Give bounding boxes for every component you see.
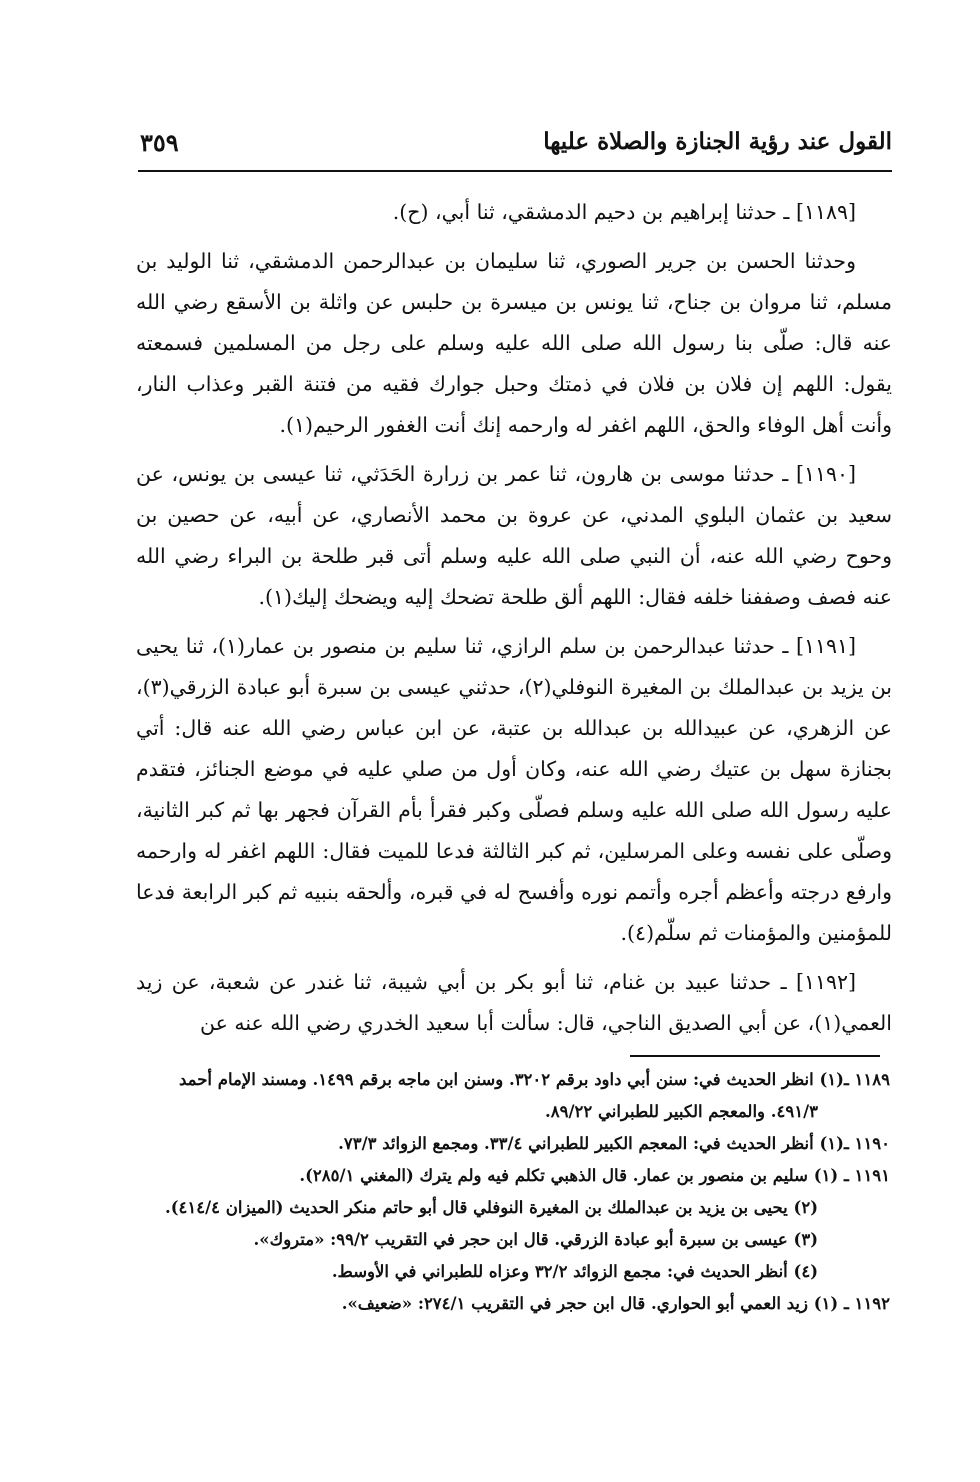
footnote-1191-4: (٤) أنظر الحديث في: مجمع الزوائد ٣٢/٢ وعزاه للطبراني في الأوسط.	[331, 1262, 818, 1281]
hadith-1190-paragraph: [١١٩٠] ـ حدثنا موسى بن هارون، ثنا عمر بن زرارة الحَدَثي، ثنا عيسى بن يونس، عن سعيد بن عثمان البلوي المدني، عن عروة بن محمد الأنصاري، عن أبيه، عن حصين بن وحوح رضي الله عنه، أن النبي صلى الله عليه وسلم أتى قبر طلحة بن البراء رضي الله عنه فصف وصففنا خلفه فقال: اللهم ألق طلحة تضحك إليه ويضحك إليك(١).	[136, 462, 892, 609]
header-divider	[138, 170, 892, 172]
hadith-1189-paragraph: [١١٨٩] ـ حدثنا إبراهيم بن دحيم الدمشقي، ثنا أبي، (ح).	[392, 200, 856, 224]
footnote-1192: ١١٩٢ ـ (١) زيد العمي أبو الحواري. قال ابن حجر في التقريب ٢٧٤/١: «ضعيف».	[341, 1294, 890, 1313]
hadith-1191-paragraph: [١١٩١] ـ حدثنا عبدالرحمن بن سلم الرازي، ثنا سليم بن منصور بن عمار(١)، ثنا يحيى بن يزيد بن عبدالملك بن المغيرة النوفلي(٢)، حدثني عيسى بن سبرة أبو عبادة الزرقي(٣)، عن الزهري، عن عبيدالله بن عبدالله بن عتبة، عن ابن عباس رضي الله عنه قال: أتي بجنازة سهل بن عتيك رضي الله عنه، وكان أول من صلي عليه في موضع الجنائز، فتقدم عليه رسول الله صلى الله عليه وسلم فصلّى وكبر فقرأ بأم القرآن فجهر بها ثم كبر الثانية، وصلّى على نفسه وعلى المرسلين، ثم كبر الثالثة فدعا للميت فقال: اللهم اغفر له وارحمه وارفع درجته وأعظم أجره وأتمم نوره وأفسح له في قبره، وألحقه بنبيه ثم كبر الرابعة فدعا للمؤمنين والمؤمنات ثم سلّم(٤).	[136, 634, 893, 945]
footnote-divider	[630, 1055, 880, 1057]
hadith-1189-continuation: وحدثنا الحسن بن جرير الصوري، ثنا سليمان بن عبدالرحمن الدمشقي، ثنا الوليد بن مسلم، ثنا مروان بن جناح، ثنا يونس بن ميسرة بن حلبس عن واثلة بن الأسقع رضي الله عنه قال: صلّى بنا رسول الله صلى الله عليه وسلم على رجل من المسلمين فسمعته يقول: اللهم إن فلان بن فلان في ذمتك وحبل جوارك فقيه من فتنة القبر وعذاب النار، وأنت أهل الوفاء والحق، اللهم اغفر له وارحمه إنك أنت الغفور الرحيم(١).	[136, 249, 892, 437]
running-header	[138, 124, 892, 170]
footnote-1190: ١١٩٠ ـ(١) أنظر الحديث في: المعجم الكبير للطبراني ٣٣/٤. ومجمع الزوائد ٧٣/٣.	[338, 1134, 890, 1153]
footnote-1189-continuation: ٤٩١/٣. والمعجم الكبير للطبراني ٨٩/٢٢.	[545, 1102, 818, 1121]
footnotes	[128, 1064, 890, 1320]
chapter-title: القول عند رؤية الجنازة والصلاة عليها	[543, 128, 892, 155]
page-number: ٣٥٩	[140, 128, 179, 157]
footnote-1191-1: ١١٩١ ـ (١) سليم بن منصور بن عمار. قال الذهبي تكلم فيه ولم يترك (المغني ٢٨٥/١).	[299, 1166, 890, 1185]
hadith-1192-paragraph: [١١٩٢] ـ حدثنا عبيد بن غنام، ثنا أبو بكر بن أبي شيبة، ثنا غندر عن شعبة، عن زيد العمي(١)، عن أبي الصديق الناجي، قال: سألت أبا سعيد الخدري رضي الله عنه عن	[136, 970, 892, 1035]
footnote-1189: ١١٨٩ ـ(١) انظر الحديث في: سنن أبي داود برقم ٣٢٠٢. وسنن ابن ماجه برقم ١٤٩٩. ومسند الإمام أحمد	[179, 1070, 890, 1089]
footnote-1191-3: (٣) عيسى بن سبرة أبو عبادة الزرقي. قال ابن حجر في التقريب ٩٩/٢: «متروك».	[253, 1230, 818, 1249]
main-text	[136, 192, 892, 1044]
footnote-1191-2: (٢) يحيى بن يزيد بن عبدالملك بن المغيرة النوفلي قال أبو حاتم منكر الحديث (الميزان ٤١٤/٤).	[164, 1198, 818, 1217]
